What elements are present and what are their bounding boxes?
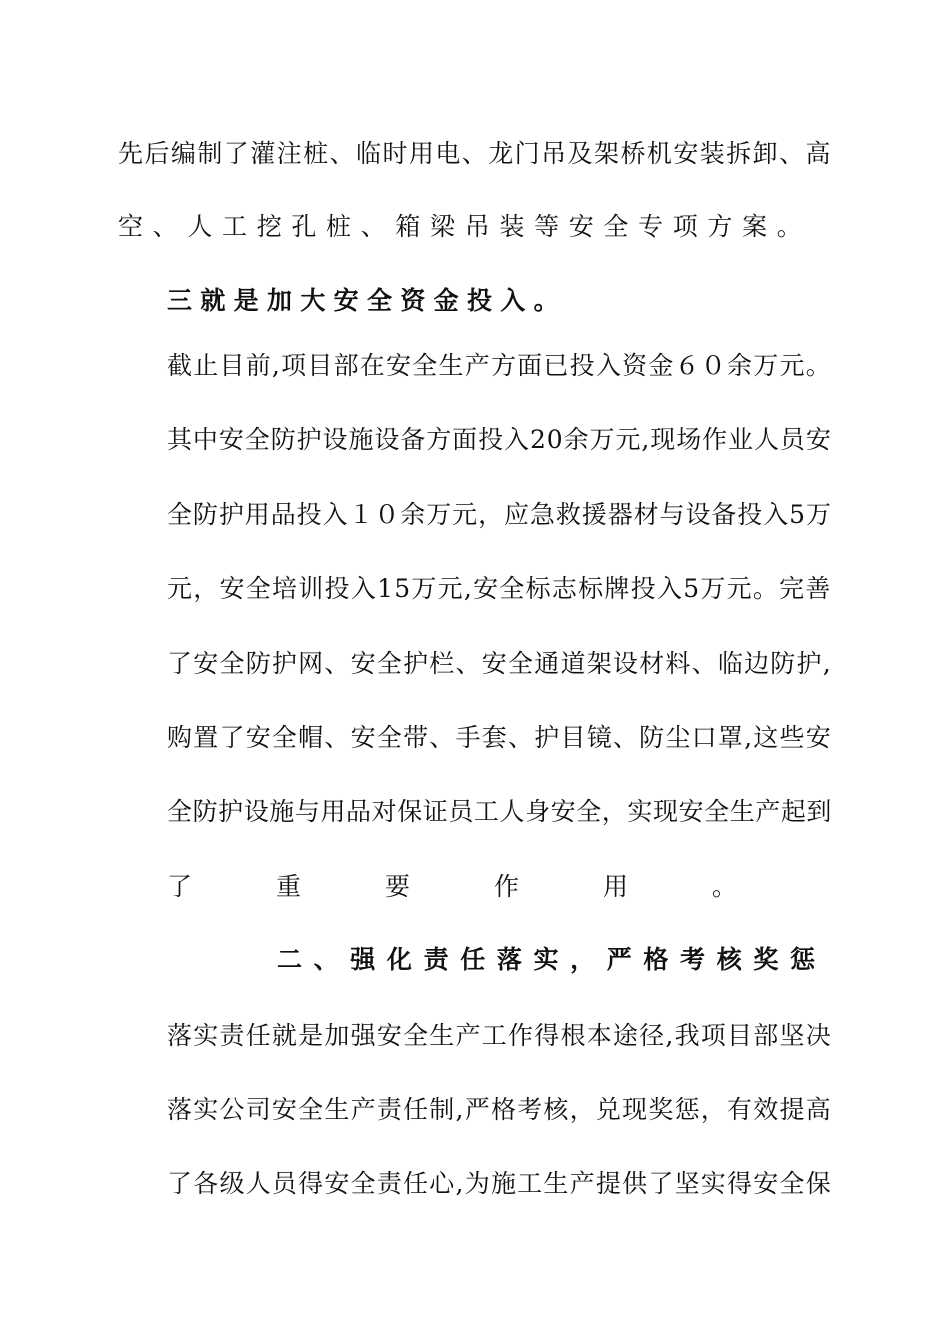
- text-char: 案: [742, 212, 768, 241]
- text-char: 惩: [789, 945, 815, 974]
- text-char: 奖: [753, 945, 779, 974]
- text-char: 人: [187, 212, 213, 241]
- text-char: 要: [384, 872, 410, 901]
- text-char: 重: [275, 872, 301, 901]
- text-char: 吊: [464, 212, 490, 241]
- text-line-9: 购置了安全帽、安全带、手套、护目镜、防尘口罩,这些安: [167, 723, 832, 752]
- text-line-2: [118, 211, 802, 243]
- section-heading-3: 三就是加大安全资金投入。: [167, 286, 567, 315]
- text-char: 严: [606, 945, 632, 974]
- text-char: 了: [167, 872, 193, 901]
- text-line-7: 元，安全培训投入15万元,安全标志标牌投入5万元。完善: [167, 574, 832, 603]
- text-char: 等: [534, 212, 560, 241]
- text-char: 项: [672, 212, 698, 241]
- text-char: 实: [533, 945, 559, 974]
- text-char: 责: [423, 945, 449, 974]
- text-char: 格: [643, 945, 669, 974]
- section-heading-2: [277, 944, 815, 976]
- text-char: 核: [716, 945, 742, 974]
- text-char: 落: [496, 945, 522, 974]
- text-char: 工: [222, 212, 248, 241]
- text-line-6: 全防护用品投入１０余万元，应急救援器材与设备投入5万: [167, 500, 832, 529]
- text-line-13: 落实责任就是加强安全生产工作得根本途径,我项目部坚决: [167, 1021, 832, 1050]
- text-char: 、: [360, 212, 386, 241]
- text-char: 孔: [291, 212, 317, 241]
- text-char: 、: [152, 212, 178, 241]
- text-line-1: 先后编制了灌注桩、临时用电、龙门吊及架桥机安装拆卸、高: [118, 139, 832, 168]
- text-char: 。: [776, 212, 802, 241]
- text-char: 任: [460, 945, 486, 974]
- text-char: 全: [603, 212, 629, 241]
- text-char: 用: [602, 872, 628, 901]
- text-line-14: 落实公司安全生产责任制,严格考核，兑现奖惩，有效提高: [167, 1095, 832, 1124]
- text-line-11: [167, 871, 737, 903]
- text-char: 挖: [256, 212, 282, 241]
- text-char: 梁: [430, 212, 456, 241]
- text-line-5: 其中安全防护设施设备方面投入20余万元,现场作业人员安: [167, 425, 832, 454]
- text-char: ，: [570, 945, 596, 974]
- text-char: 装: [499, 212, 525, 241]
- text-char: 考: [680, 945, 706, 974]
- text-char: 桩: [326, 212, 352, 241]
- text-char: 方: [707, 212, 733, 241]
- text-char: 、: [313, 945, 339, 974]
- text-line-8: 了安全防护网、安全护栏、安全通道架设材料、临边防护,: [167, 649, 832, 678]
- text-line-15: 了各级人员得安全责任心,为施工生产提供了坚实得安全保: [167, 1169, 832, 1198]
- text-char: 箱: [395, 212, 421, 241]
- text-char: 。: [711, 872, 737, 901]
- text-char: 作: [493, 872, 519, 901]
- text-char: 安: [568, 212, 594, 241]
- text-line-10: 全防护设施与用品对保证员工人身安全，实现安全生产起到: [167, 797, 832, 826]
- text-char: 强: [350, 945, 376, 974]
- text-char: 化: [386, 945, 412, 974]
- text-char: 专: [638, 212, 664, 241]
- text-char: 空: [118, 212, 144, 241]
- text-line-4: 截止目前,项目部在安全生产方面已投入资金６０余万元。: [167, 351, 832, 380]
- text-char: 二: [277, 945, 303, 974]
